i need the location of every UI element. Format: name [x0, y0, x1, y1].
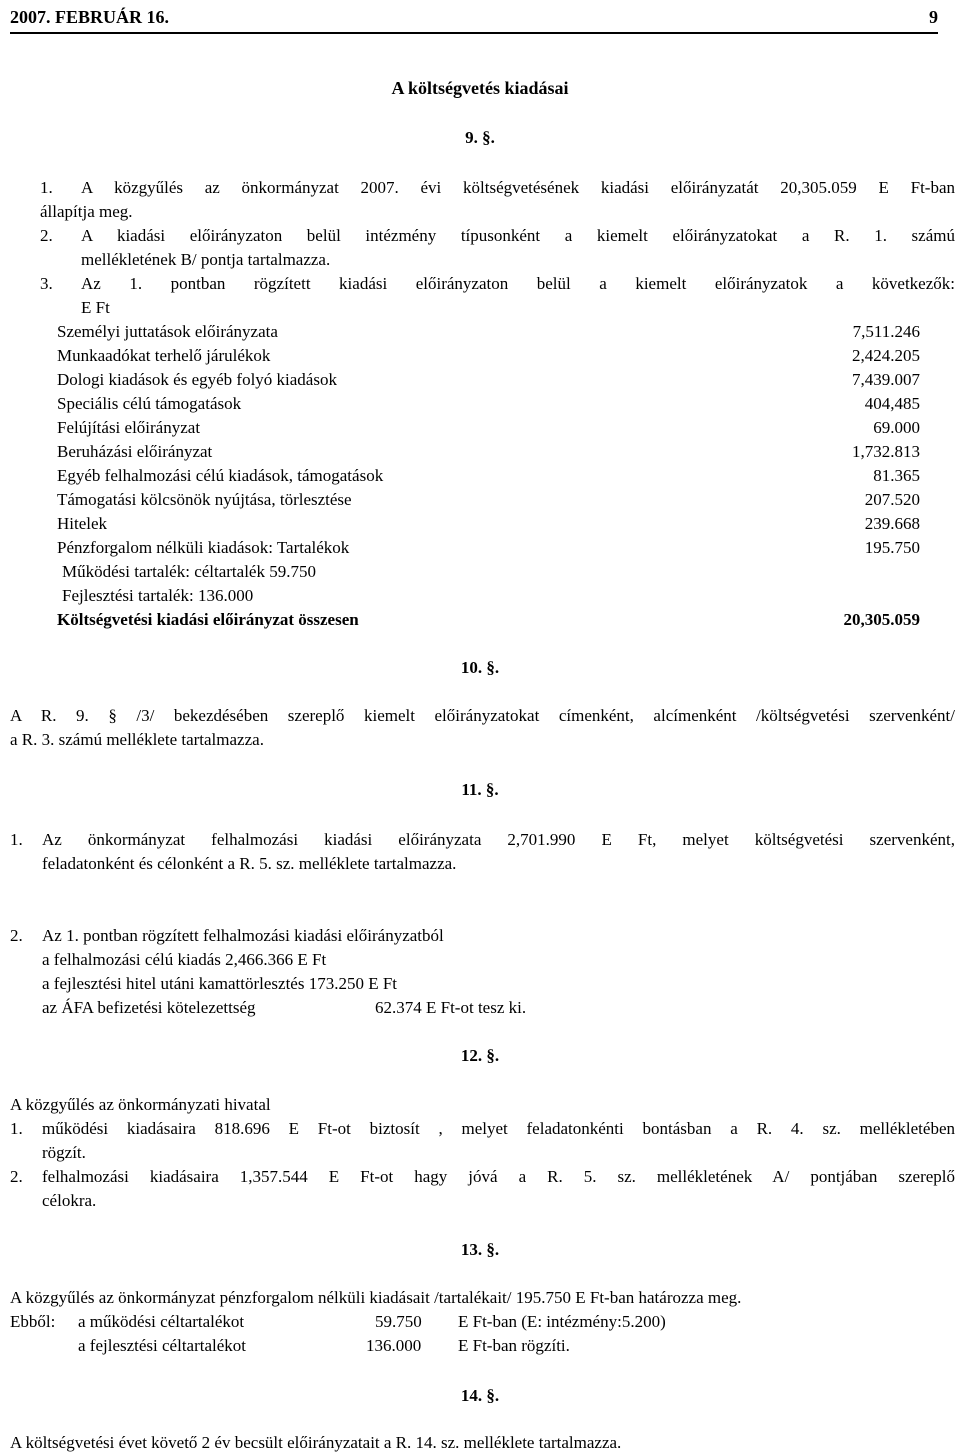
s13-row1-label: a működési céltartalékot: [78, 1312, 245, 1331]
s11-p2-line4-label: az ÁFA befizetési kötelezettség: [42, 998, 256, 1017]
s11-p2-line2: a felhalmozási célú kiadás 2,466.366 E Ft: [42, 950, 327, 969]
s12-p2-line2: célokra.: [42, 1191, 97, 1210]
s14-line1: A költségvetési évet követő 2 év becsült előirányzatait a R. 14. sz. melléklete tartalmazza.: [10, 1433, 622, 1452]
s12-p1-line2: rögzít.: [42, 1143, 86, 1162]
s11-p2-number: 2.: [10, 926, 23, 945]
page-number: 9: [929, 7, 938, 27]
s9-p2-line1: A kiadási előirányzaton belül intézmény típusonként a kiemelt előirányzatokat a R. 1. számú: [81, 226, 955, 245]
section-9-heading: 9. §.: [465, 128, 495, 147]
s12-p1-line1: működési kiadásaira 818.696 E Ft-ot biztosít , melyet feladatonkénti bontásban a R. 4. sz. mellékletében: [42, 1119, 955, 1138]
s9-p3-number: 3.: [40, 274, 53, 293]
item-label: Felújítási előirányzat: [57, 418, 201, 437]
s12-p2-number: 2.: [10, 1167, 23, 1186]
header-rule: [10, 32, 938, 34]
s12-intro: A közgyűlés az önkormányzati hivatal: [10, 1095, 271, 1114]
item-value: 7,439.007: [852, 370, 920, 389]
s13-row2-text: E Ft-ban rögzíti.: [458, 1336, 570, 1355]
item-label: Pénzforgalom nélküli kiadások: Tartalékok: [57, 538, 350, 557]
section-12-heading: 12. §.: [460, 1046, 500, 1065]
item-label: Speciális célú támogatások: [57, 394, 242, 413]
s11-p2-line1: Az 1. pontban rögzített felhalmozási kiadási előirányzatból: [42, 926, 444, 945]
item-label: Egyéb felhalmozási célú kiadások, támogatások: [57, 466, 384, 485]
item-label: Hitelek: [57, 514, 108, 533]
reserve-development: Fejlesztési tartalék: 136.000: [62, 586, 254, 605]
s9-p2-line2: mellékletének B/ pontja tartalmazza.: [81, 250, 331, 269]
section-10-heading: 10. §.: [460, 658, 500, 677]
item-value: 207.520: [864, 490, 920, 509]
s9-p3-line1: Az 1. pontban rögzített kiadási előirányzaton belül a kiemelt előirányzatok a következők:: [81, 274, 955, 293]
s11-p1-line2: feladatonként és célonként a R. 5. sz. melléklete tartalmazza.: [42, 854, 457, 873]
s13-row2-amount: 136.000: [366, 1336, 422, 1355]
header-date: 2007. FEBRUÁR 16.: [10, 7, 170, 27]
s12-p1-number: 1.: [10, 1119, 23, 1138]
s10-line2: a R. 3. számú melléklete tartalmazza.: [10, 730, 264, 749]
item-value: 404,485: [864, 394, 920, 413]
s11-p2-line4-value: 62.374 E Ft-ot tesz ki.: [375, 998, 527, 1017]
section-14-heading: 14. §.: [460, 1386, 500, 1405]
page-title: A költségvetés kiadásai: [391, 78, 569, 98]
item-value: 1,732.813: [852, 442, 920, 461]
s11-p2-line3: a fejlesztési hitel utáni kamattörlesztés 173.250 E Ft: [42, 974, 398, 993]
section-11-heading: 11. §.: [461, 780, 499, 799]
s9-p1-line2: állapítja meg.: [40, 202, 133, 221]
s13-row2-label: a fejlesztési céltartalékot: [78, 1336, 247, 1355]
item-label: Munkaadókat terhelő járulékok: [57, 346, 271, 365]
item-value: 69.000: [873, 418, 920, 437]
s11-p1-number: 1.: [10, 830, 23, 849]
s9-p2-number: 2.: [40, 226, 53, 245]
s10-line1: A R. 9. § /3/ bekezdésében szereplő kiemelt előirányzatokat címenként, alcímenként /költségvetési szervenként/: [10, 706, 955, 725]
section-13-heading: 13. §.: [460, 1240, 500, 1259]
item-value: 239.668: [864, 514, 920, 533]
item-label: Dologi kiadások és egyéb folyó kiadások: [57, 370, 337, 389]
s13-row1-prefix: Ebből:: [10, 1312, 56, 1331]
s9-p1-number: 1.: [40, 178, 53, 197]
s9-p3-unit: E Ft: [81, 298, 110, 317]
item-label: Beruházási előirányzat: [57, 442, 213, 461]
item-value: 81.365: [873, 466, 920, 485]
item-value: 195.750: [864, 538, 920, 557]
s11-p1-line1: Az önkormányzat felhalmozási kiadási előirányzata 2,701.990 E Ft, melyet költségvetési szervenként,: [42, 830, 955, 849]
s12-p2-line1: felhalmozási kiadásaira 1,357.544 E Ft-ot hagy jóvá a R. 5. sz. mellékletének A/ pontjában szereplő: [42, 1167, 955, 1186]
total-label: Költségvetési kiadási előirányzat összesen: [57, 610, 359, 629]
s13-line1: A közgyűlés az önkormányzat pénzforgalom nélküli kiadásait /tartalékait/ 195.750 E Ft-ban határozza meg.: [10, 1288, 742, 1307]
item-label: Személyi juttatások előirányzata: [57, 322, 278, 341]
item-value: 2,424.205: [852, 346, 920, 365]
item-label: Támogatási kölcsönök nyújtása, törlesztése: [57, 490, 352, 509]
total-value: 20,305.059: [843, 610, 920, 629]
s9-p1-line1: A közgyűlés az önkormányzat 2007. évi költségvetésének kiadási előirányzatát 20,305.059 E Ft-ban: [81, 178, 955, 197]
reserve-operating: Működési tartalék: céltartalék 59.750: [62, 562, 316, 581]
s13-row1-text: E Ft-ban (E: intézmény:5.200): [458, 1312, 666, 1331]
s13-row1-amount: 59.750: [375, 1312, 422, 1331]
item-value: 7,511.246: [852, 322, 920, 341]
